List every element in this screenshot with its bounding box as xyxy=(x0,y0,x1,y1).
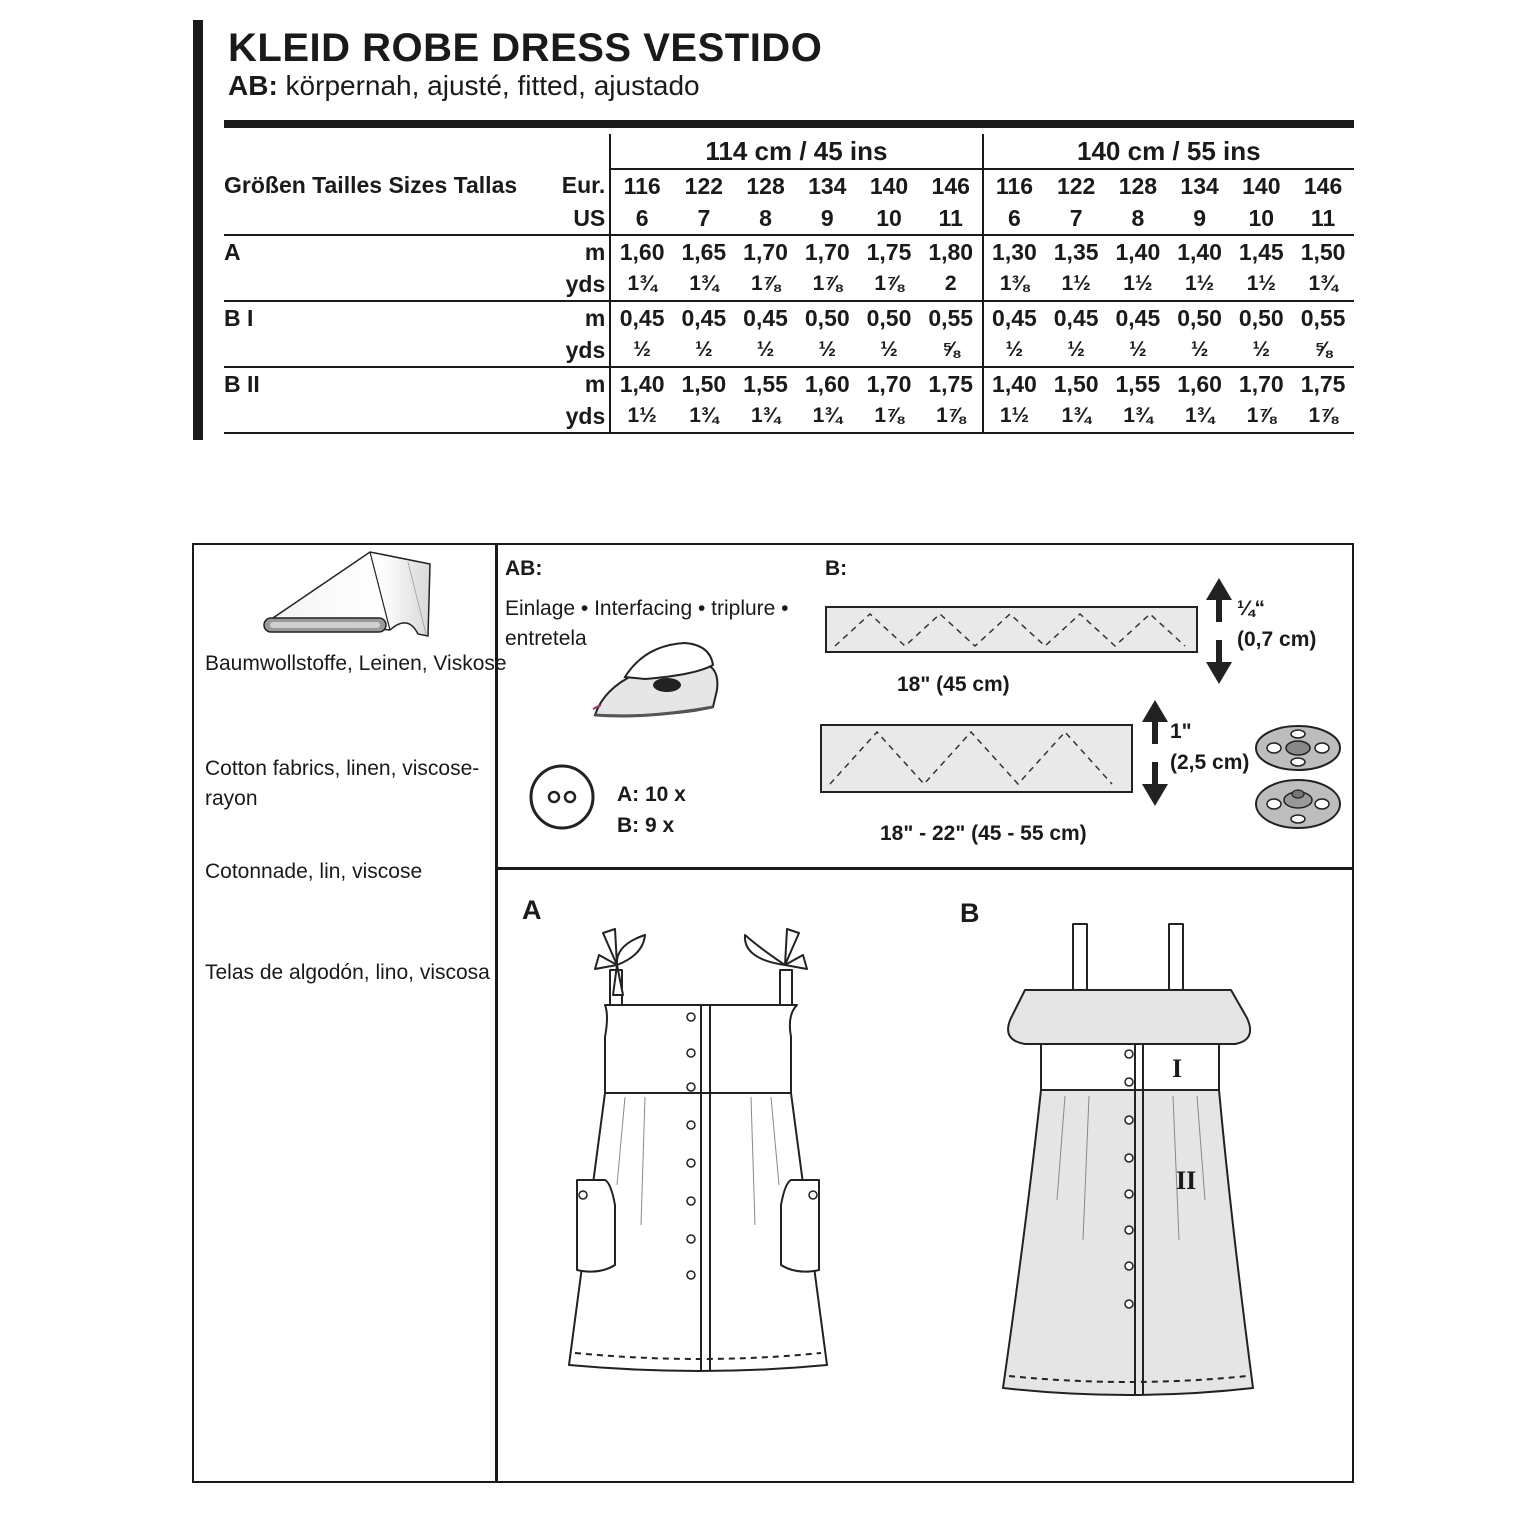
meters-value: 1,70 xyxy=(804,238,850,265)
yards-value: 1⅞ xyxy=(1292,400,1354,433)
meters-value: 1,75 xyxy=(920,367,983,400)
yards-value: 1½ xyxy=(1230,268,1292,301)
fabric-width-114: 114 cm / 45 ins xyxy=(610,134,982,169)
table-row xyxy=(224,367,1354,400)
fabric-es: Telas de algodón, lino, viscosa xyxy=(205,961,490,984)
buttons-count-a: A: 10 x xyxy=(617,783,686,806)
meters-value: 1,60 xyxy=(1177,370,1222,397)
meters-value: 1,75 xyxy=(1300,370,1346,397)
yards-value: 1½ xyxy=(1045,268,1107,301)
dress-b-illustration xyxy=(995,920,1265,1410)
yards-value: 1¾ xyxy=(796,400,858,433)
eur-size: 116 xyxy=(995,172,1033,199)
view-a-label: A xyxy=(522,895,542,925)
arrow-double-icon xyxy=(1206,578,1232,684)
table-row xyxy=(224,334,1354,367)
elastic-narrow xyxy=(825,606,1199,654)
yards-value: ½ xyxy=(1045,334,1107,367)
yards-value: ½ xyxy=(796,334,858,367)
yards-value: 1⅞ xyxy=(858,400,920,433)
meters-value: 0,55 xyxy=(1300,304,1346,331)
table-row xyxy=(224,268,1354,301)
elastic2-width: 1" xyxy=(1170,720,1192,743)
eur-size: 140 xyxy=(1242,172,1281,199)
meters-value: 0,45 xyxy=(681,304,727,331)
eur-size: 122 xyxy=(1056,172,1096,199)
meters-value: 1,80 xyxy=(920,235,983,268)
elastic2-width-cm: (2,5 cm) xyxy=(1170,751,1250,774)
meters-value: 1,65 xyxy=(681,238,727,265)
iron-icon xyxy=(585,635,730,725)
eur-size: 146 xyxy=(1303,172,1343,199)
eur-size: 134 xyxy=(808,172,847,199)
yards-value: ½ xyxy=(983,334,1046,367)
eur-size: 146 xyxy=(920,169,983,202)
us-size: 7 xyxy=(673,202,735,235)
yards-value: 1⅞ xyxy=(735,268,797,301)
yards-value: 1¾ xyxy=(673,268,735,301)
row-label: B I xyxy=(224,304,254,331)
yards-value: ½ xyxy=(1169,334,1231,367)
meters-value: 0,50 xyxy=(866,304,912,331)
meters-value: 1,55 xyxy=(1115,370,1161,397)
meters-value: 1,70 xyxy=(743,238,788,265)
meters-value: 1,70 xyxy=(866,370,912,397)
yards-value: 1½ xyxy=(610,400,673,433)
meters-value: 0,45 xyxy=(1115,304,1161,331)
meters-value: 1,60 xyxy=(804,370,850,397)
notions-b-label: B: xyxy=(825,557,848,580)
row-label: B II xyxy=(224,370,260,397)
meters-value: 0,45 xyxy=(743,304,788,331)
page-title: KLEID ROBE DRESS VESTIDO xyxy=(228,26,823,70)
meters-value: 1,75 xyxy=(866,238,912,265)
eur-size: 134 xyxy=(1180,172,1219,199)
yards-value: ½ xyxy=(1107,334,1169,367)
yards-value: 1⅞ xyxy=(858,268,920,301)
us-size: 11 xyxy=(1292,202,1354,235)
eur-size: 140 xyxy=(869,172,909,199)
page-subtitle xyxy=(228,70,700,102)
meters-value: 1,50 xyxy=(1053,370,1099,397)
us-size: 6 xyxy=(983,202,1046,235)
view-b-part-2: II xyxy=(1176,1166,1197,1195)
yards-value: 1¾ xyxy=(1045,400,1107,433)
fabric-panel xyxy=(192,543,498,1483)
yardage-table xyxy=(224,120,1354,434)
meters-value: 0,45 xyxy=(619,304,665,331)
interfacing-line2: entretela xyxy=(505,627,587,650)
meters-value: 1,50 xyxy=(681,370,727,397)
us-label: US xyxy=(549,202,610,235)
elastic1-width-cm: (0,7 cm) xyxy=(1237,628,1317,651)
meters-value: 1,40 xyxy=(1115,238,1161,265)
interfacing-line1: Einlage • Interfacing • triplure • xyxy=(505,597,789,620)
us-size: 8 xyxy=(735,202,797,235)
yards-value: 1⅞ xyxy=(796,268,858,301)
yards-value: 1¾ xyxy=(1107,400,1169,433)
fabric-en-line1: Cotton fabrics, linen, viscose- xyxy=(205,757,480,780)
subtitle-text: körpernah, ajusté, fitted, ajustado xyxy=(277,70,700,101)
eur-label: Eur. xyxy=(549,169,610,202)
unit-label: m xyxy=(549,367,610,400)
meters-value: 1,50 xyxy=(1300,238,1346,265)
meters-value: 0,50 xyxy=(804,304,850,331)
meters-value: 1,35 xyxy=(1053,238,1099,265)
unit-label: m xyxy=(549,301,610,334)
yards-value: 1¾ xyxy=(1169,400,1231,433)
yards-value: ½ xyxy=(858,334,920,367)
meters-value: 1,45 xyxy=(1238,238,1284,265)
yards-value: 1½ xyxy=(1169,268,1231,301)
meters-value: 0,50 xyxy=(1238,304,1284,331)
us-size: 10 xyxy=(858,202,920,235)
fabric-bolt-icon xyxy=(258,548,438,640)
button-icon xyxy=(528,763,596,831)
meters-value: 0,45 xyxy=(992,304,1037,331)
arrow-double-icon xyxy=(1142,700,1168,806)
yards-value: 1¾ xyxy=(610,268,673,301)
unit-label: m xyxy=(549,235,610,268)
meters-value: 1,70 xyxy=(1238,370,1284,397)
table-row xyxy=(224,235,1354,268)
yards-value: ⅝ xyxy=(920,334,983,367)
meters-value: 1,40 xyxy=(992,370,1037,397)
meters-value: 1,55 xyxy=(743,370,788,397)
elastic2-length: 18" - 22" (45 - 55 cm) xyxy=(880,822,1087,845)
eur-size: 128 xyxy=(746,172,785,199)
view-b-part-1: I xyxy=(1172,1054,1183,1083)
yards-value: 1⅞ xyxy=(920,400,983,433)
fabric-width-140: 140 cm / 55 ins xyxy=(983,134,1354,169)
fabric-de: Baumwollstoffe, Leinen, Viskose xyxy=(205,652,507,675)
table-row xyxy=(224,400,1354,433)
elastic1-width: ¼“ xyxy=(1237,597,1266,620)
table-row xyxy=(224,301,1354,334)
yards-value: 2 xyxy=(920,268,983,301)
row-label: A xyxy=(224,238,241,265)
us-size: 10 xyxy=(1230,202,1292,235)
yards-value: 1⅞ xyxy=(1230,400,1292,433)
elastic1-length: 18" (45 cm) xyxy=(897,673,1010,696)
eur-size: 128 xyxy=(1118,172,1158,199)
notions-ab-label: AB: xyxy=(505,557,543,580)
dress-a-illustration xyxy=(555,925,835,1390)
yards-value: 1¾ xyxy=(673,400,735,433)
us-size: 7 xyxy=(1045,202,1107,235)
meters-value: 0,50 xyxy=(1177,304,1222,331)
fabric-en-line2: rayon xyxy=(205,787,258,810)
meters-value: 1,60 xyxy=(619,238,665,265)
yardage-rows xyxy=(224,235,1354,433)
yards-value: 1¾ xyxy=(1292,268,1354,301)
subtitle-prefix: AB: xyxy=(228,70,278,101)
eur-size: 116 xyxy=(623,172,661,199)
header-bar xyxy=(193,20,203,440)
us-size: 6 xyxy=(610,202,673,235)
meters-value: 0,45 xyxy=(1053,304,1099,331)
yards-value: ½ xyxy=(1230,334,1292,367)
snap-fastener-icon xyxy=(1252,722,1344,832)
yards-value: ½ xyxy=(735,334,797,367)
unit-label: yds xyxy=(549,268,610,301)
us-size: 11 xyxy=(920,202,983,235)
size-label: Größen Tailles Sizes Tallas xyxy=(224,172,518,198)
fabric-fr: Cotonnade, lin, viscose xyxy=(205,860,423,883)
view-b-label: B xyxy=(960,898,980,928)
yards-value: ⅝ xyxy=(1292,334,1354,367)
meters-value: 1,30 xyxy=(992,238,1037,265)
unit-label: yds xyxy=(549,400,610,433)
unit-label: yds xyxy=(549,334,610,367)
us-size: 8 xyxy=(1107,202,1169,235)
yards-value: 1⅜ xyxy=(983,268,1046,301)
yards-value: ½ xyxy=(673,334,735,367)
meters-value: 1,40 xyxy=(619,370,665,397)
yards-value: 1½ xyxy=(1107,268,1169,301)
elastic-wide xyxy=(820,724,1134,794)
yards-value: ½ xyxy=(610,334,673,367)
us-size: 9 xyxy=(796,202,858,235)
meters-value: 1,40 xyxy=(1177,238,1222,265)
yards-value: 1¾ xyxy=(735,400,797,433)
us-size: 9 xyxy=(1169,202,1231,235)
eur-size: 122 xyxy=(684,172,724,199)
meters-value: 0,55 xyxy=(920,301,983,334)
yards-value: 1½ xyxy=(983,400,1046,433)
buttons-count-b: B: 9 x xyxy=(617,814,675,837)
